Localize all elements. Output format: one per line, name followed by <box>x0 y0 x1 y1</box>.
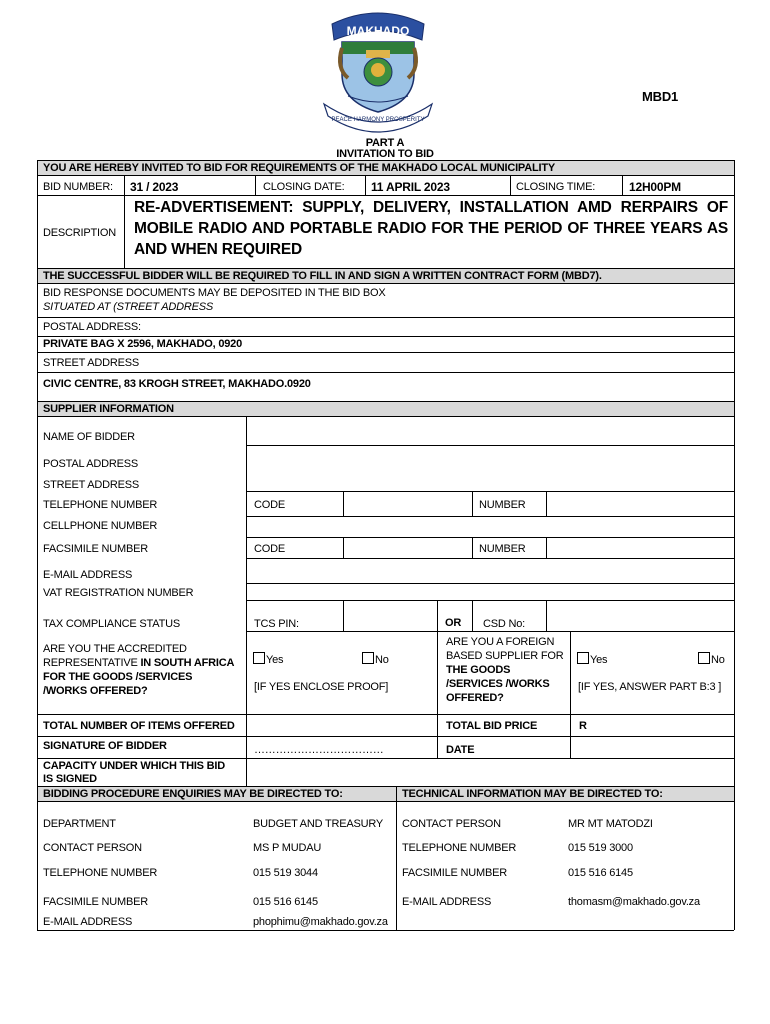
signature-line[interactable]: ……………………………… <box>254 744 384 756</box>
date-field[interactable] <box>572 738 732 757</box>
technical-facsimile-label: FACSIMILE NUMBER <box>402 867 507 879</box>
capacity-line-2: IS SIGNED <box>43 773 97 785</box>
supplier-postal-address-label: POSTAL ADDRESS <box>43 458 139 470</box>
cellphone-field[interactable] <box>248 518 732 536</box>
accredited-no-checkbox[interactable] <box>362 652 374 664</box>
telephone-number-label: NUMBER <box>479 499 526 511</box>
signature-label: SIGNATURE OF BIDDER <box>43 740 167 752</box>
procedure-enquiries-heading: BIDDING PROCEDURE ENQUIRIES MAY BE DIRECTED TO: <box>43 788 343 800</box>
email-label: E-MAIL ADDRESS <box>43 569 133 581</box>
cellphone-label: CELLPHONE NUMBER <box>43 520 158 532</box>
svg-text:PEACE HARMONY PROSPERITY: PEACE HARMONY PROSPERITY <box>331 117 425 123</box>
accredited-line-1: ARE YOU THE ACCREDITED <box>43 643 187 655</box>
part-label: PART A <box>365 137 405 149</box>
foreign-line-3: THE GOODS <box>446 664 511 676</box>
closing-date-label: CLOSING DATE: <box>263 181 345 193</box>
invitation-text: YOU ARE HEREBY INVITED TO BID FOR REQUIREMENTS OF THE MAKHADO LOCAL MUNICIPALITY <box>43 162 556 174</box>
facsimile-code-label: CODE <box>254 543 285 555</box>
accredited-yes-option[interactable]: Yes <box>253 652 283 666</box>
procedure-department-value: BUDGET AND TREASURY <box>253 818 384 830</box>
procedure-telephone-label: TELEPHONE NUMBER <box>43 867 158 879</box>
postal-address-value: PRIVATE BAG X 2596, MAKHADO, 0920 <box>43 338 242 350</box>
procedure-email-value[interactable]: phophimu@makhado.gov.za <box>253 916 388 928</box>
vat-field[interactable] <box>248 585 732 599</box>
street-address-label: STREET ADDRESS <box>43 357 140 369</box>
street-address-value: CIVIC CENTRE, 83 KROGH STREET, MAKHADO.0920 <box>43 378 311 390</box>
procedure-facsimile-label: FACSIMILE NUMBER <box>43 896 148 908</box>
contract-notice: THE SUCCESSFUL BIDDER WILL BE REQUIRED TO FILL IN AND SIGN A WRITTEN CONTRACT FORM (MBD7). <box>43 270 602 282</box>
total-price-field[interactable] <box>590 716 732 735</box>
technical-facsimile-value: 015 516 6145 <box>568 867 633 879</box>
telephone-code-label: CODE <box>254 499 285 511</box>
form-code: MBD1 <box>642 89 679 104</box>
foreign-line-4: /SERVICES /WORKS <box>446 678 550 690</box>
part-title: INVITATION TO BID <box>336 148 434 160</box>
facsimile-code-field[interactable] <box>345 539 471 557</box>
total-items-label: TOTAL NUMBER OF ITEMS OFFERED <box>43 720 235 732</box>
procedure-contact-value: MS P MUDAU <box>253 842 322 854</box>
name-of-bidder-field[interactable] <box>248 418 732 444</box>
telephone-label: TELEPHONE NUMBER <box>43 499 158 511</box>
enclose-proof-note: [IF YES ENCLOSE PROOF] <box>254 681 389 693</box>
tcs-pin-field[interactable] <box>345 602 436 630</box>
accredited-no-option[interactable]: No <box>362 652 389 666</box>
postal-address-label: POSTAL ADDRESS: <box>43 321 141 333</box>
name-of-bidder-label: NAME OF BIDDER <box>43 431 135 443</box>
accredited-line-4: /WORKS OFFERED? <box>43 685 148 697</box>
procedure-telephone-value: 015 519 3044 <box>253 867 318 879</box>
technical-email-value[interactable]: thomasm@makhado.gov.za <box>568 896 700 908</box>
email-field[interactable] <box>248 560 732 582</box>
technical-telephone-label: TELEPHONE NUMBER <box>402 842 517 854</box>
supplier-address-field[interactable] <box>248 447 732 490</box>
telephone-number-field[interactable] <box>548 493 732 515</box>
csd-no-field[interactable] <box>548 602 732 630</box>
svg-text:MAKHADO: MAKHADO <box>346 24 410 38</box>
csd-no-label: CSD No: <box>483 618 525 630</box>
supplier-street-address-label: STREET ADDRESS <box>43 479 140 491</box>
description-label: DESCRIPTION <box>43 227 116 239</box>
closing-time: 12H00PM <box>629 180 681 194</box>
tcs-pin-label: TCS PIN: <box>254 618 299 630</box>
supplier-heading: SUPPLIER INFORMATION <box>43 403 174 415</box>
procedure-department-label: DEPARTMENT <box>43 818 116 830</box>
deposit-line-1: BID RESPONSE DOCUMENTS MAY BE DEPOSITED IN THE BID BOX <box>43 287 386 299</box>
technical-email-label: E-MAIL ADDRESS <box>402 896 492 908</box>
total-items-field[interactable] <box>248 716 436 735</box>
total-price-label: TOTAL BID PRICE <box>446 720 538 732</box>
bid-number: 31 / 2023 <box>130 180 179 194</box>
foreign-line-5: OFFERED? <box>446 692 504 704</box>
bid-number-label: BID NUMBER: <box>43 181 113 193</box>
telephone-code-field[interactable] <box>345 493 471 515</box>
procedure-email-label: E-MAIL ADDRESS <box>43 916 133 928</box>
technical-enquiries-heading: TECHNICAL INFORMATION MAY BE DIRECTED TO: <box>402 788 663 800</box>
deposit-line-2: SITUATED AT (STREET ADDRESS <box>43 301 214 313</box>
tax-compliance-label: TAX COMPLIANCE STATUS <box>43 618 180 630</box>
closing-date: 11 APRIL 2023 <box>371 180 450 194</box>
municipal-crest-logo <box>318 8 438 136</box>
technical-contact-value: MR MT MATODZI <box>568 818 653 830</box>
procedure-facsimile-value: 015 516 6145 <box>253 896 318 908</box>
date-label: DATE <box>446 744 475 756</box>
facsimile-number-label: NUMBER <box>479 543 526 555</box>
accredited-line-3: FOR THE GOODS /SERVICES <box>43 671 193 683</box>
foreign-yes-checkbox[interactable] <box>577 652 589 664</box>
foreign-yes-option[interactable]: Yes <box>577 652 607 666</box>
foreign-no-option[interactable]: No <box>698 652 725 666</box>
capacity-line-1: CAPACITY UNDER WHICH THIS BID <box>43 760 226 772</box>
answer-part-note: [IF YES, ANSWER PART B:3 ] <box>578 681 722 693</box>
technical-contact-label: CONTACT PERSON <box>402 818 501 830</box>
or-label: OR <box>445 617 462 629</box>
technical-telephone-value: 015 519 3000 <box>568 842 633 854</box>
foreign-line-2: BASED SUPPLIER FOR <box>446 650 564 662</box>
currency-symbol: R <box>579 720 587 732</box>
vat-label: VAT REGISTRATION NUMBER <box>43 587 194 599</box>
foreign-line-1: ARE YOU A FOREIGN <box>446 636 555 648</box>
bid-description: RE-ADVERTISEMENT: SUPPLY, DELIVERY, INSTALLATION AMD RERPAIRS OF MOBILE RADIO AND PORTABLE RADIO FOR THE PERIOD OF THREE YEARS AS AND WHEN REQUIRED <box>134 199 728 258</box>
facsimile-label: FACSIMILE NUMBER <box>43 543 148 555</box>
facsimile-number-field[interactable] <box>548 539 732 557</box>
closing-time-label: CLOSING TIME: <box>516 181 596 193</box>
foreign-no-checkbox[interactable] <box>698 652 710 664</box>
capacity-field[interactable] <box>248 760 732 785</box>
accredited-yes-checkbox[interactable] <box>253 652 265 664</box>
procedure-contact-label: CONTACT PERSON <box>43 842 142 854</box>
accredited-line-2: REPRESENTATIVE IN SOUTH AFRICA <box>43 657 235 669</box>
